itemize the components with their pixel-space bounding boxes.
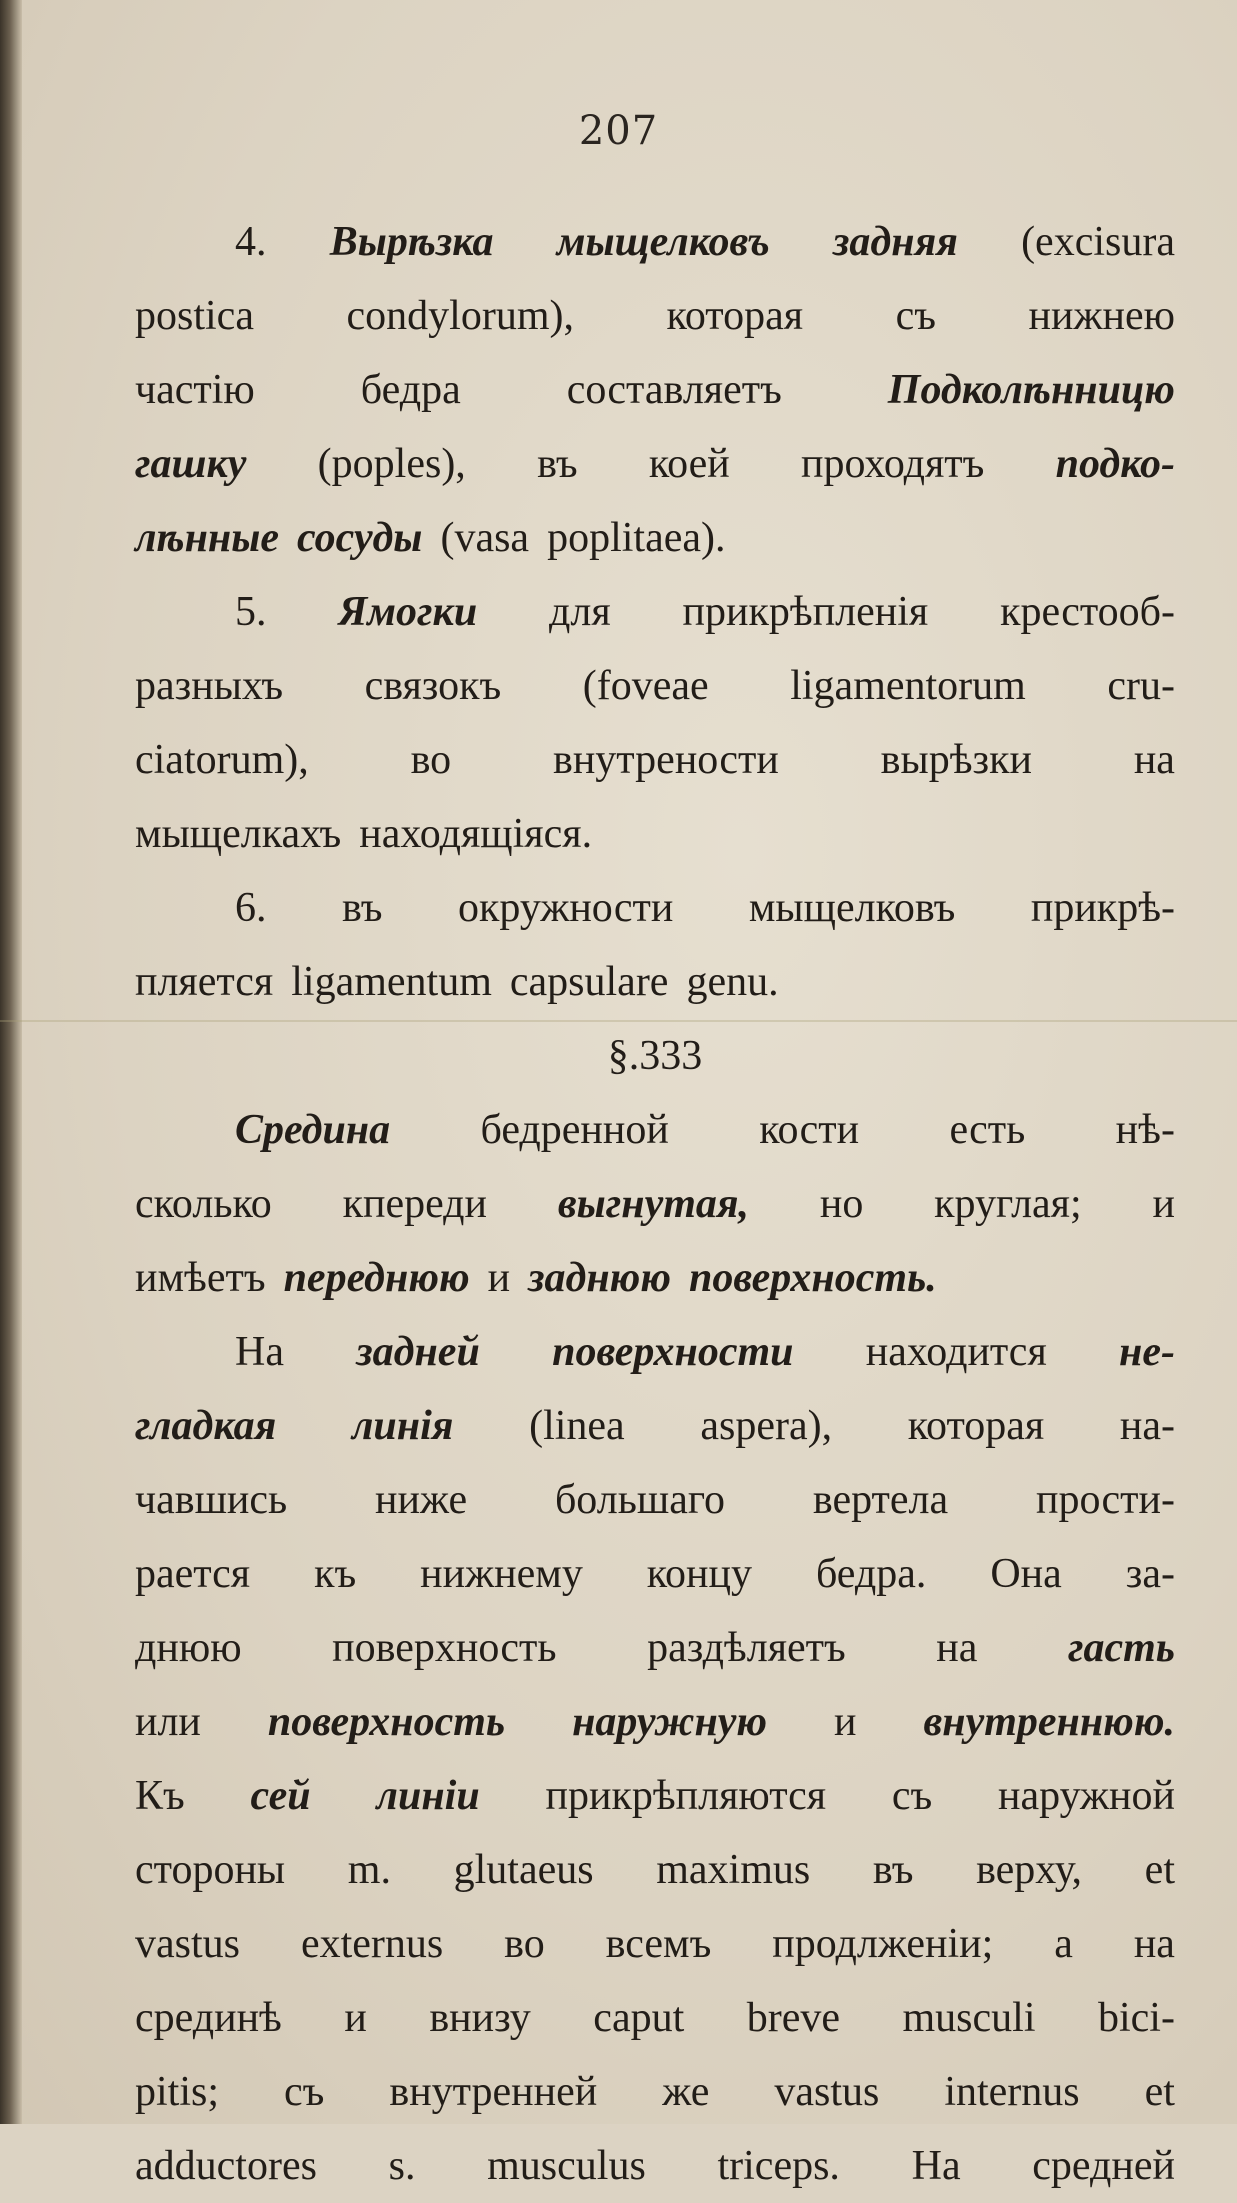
- section-heading: [135, 1019, 1175, 1093]
- word: condylorum),: [346, 293, 574, 339]
- emphasis-word: выгнутая,: [557, 1181, 750, 1227]
- word: съ: [895, 293, 936, 339]
- emphasis-word: гашку: [135, 441, 247, 487]
- word: а: [1054, 1921, 1073, 1967]
- emphasis-word: Вырѣзка: [329, 219, 494, 265]
- word: для: [549, 589, 611, 635]
- emphasis-word: сосуды: [297, 515, 423, 561]
- word: внутренней: [389, 2069, 598, 2115]
- word: musculus: [487, 2143, 646, 2189]
- word: на: [936, 1625, 978, 1671]
- emphasis-word: переднюю: [283, 1255, 470, 1301]
- word: cru-: [1107, 663, 1175, 709]
- word: рается: [135, 1551, 251, 1597]
- word: vastus: [774, 2069, 880, 2115]
- emphasis-word: мыщелковъ: [556, 219, 770, 265]
- emphasis-word: гасть: [1067, 1625, 1175, 1671]
- line-02: [135, 279, 1175, 353]
- word: (poples),: [317, 441, 466, 487]
- line-19: [135, 1611, 1175, 1685]
- word: или: [135, 1699, 201, 1745]
- emphasis-word: подко-: [1055, 441, 1175, 487]
- word: раздѣляетъ: [647, 1625, 846, 1671]
- word: въ: [537, 441, 578, 487]
- line-01: [135, 205, 1175, 279]
- word: коей: [648, 441, 730, 487]
- line-05: [135, 501, 1175, 575]
- word: и: [1152, 1181, 1175, 1227]
- word: externus: [300, 1921, 444, 1967]
- word: находится: [865, 1329, 1047, 1375]
- word: и: [344, 1995, 367, 2041]
- word: внизу: [429, 1995, 531, 2041]
- word: мыщелкахъ: [135, 811, 342, 857]
- word: На: [911, 2143, 961, 2189]
- word: чавшись: [135, 1477, 288, 1523]
- word: (vasa: [440, 515, 530, 561]
- word: бедра.: [815, 1551, 927, 1597]
- word: всемъ: [605, 1921, 712, 1967]
- emphasis-word: сей: [250, 1773, 311, 1819]
- word: 4.: [235, 219, 267, 265]
- word: верху,: [976, 1847, 1083, 1893]
- word: ниже: [375, 1477, 468, 1523]
- word: musculi: [902, 1995, 1036, 2041]
- emphasis-word: не-: [1119, 1329, 1175, 1375]
- word: прикрѣпляются: [545, 1773, 827, 1819]
- word: (foveae: [582, 663, 709, 709]
- word: capsulare: [509, 959, 669, 1005]
- emphasis-word: поверхность.: [689, 1255, 937, 1301]
- word: же: [662, 2069, 710, 2115]
- word: internus: [944, 2069, 1080, 2115]
- word: днюю: [135, 1625, 242, 1671]
- word: На: [235, 1329, 284, 1375]
- emphasis-word: наружную: [572, 1699, 768, 1745]
- word: вырѣзки: [880, 737, 1032, 783]
- emphasis-word: поверхности: [552, 1329, 794, 1375]
- word: (linea: [529, 1403, 625, 1449]
- word: maximus: [656, 1847, 811, 1893]
- emphasis-word: Ямогки: [338, 589, 478, 635]
- word: m.: [347, 1847, 391, 1893]
- word: нижнею: [1028, 293, 1175, 339]
- word: нѣ-: [1115, 1107, 1175, 1153]
- word: pitis;: [135, 2069, 220, 2115]
- word: сколько: [135, 1181, 272, 1227]
- emphasis-word: заднюю: [528, 1255, 671, 1301]
- word: et: [1144, 2069, 1175, 2115]
- word: имѣетъ: [135, 1255, 266, 1301]
- word: ciatorum),: [135, 737, 309, 783]
- line-21: [135, 1759, 1175, 1833]
- line-26: [135, 2129, 1175, 2203]
- word: съ: [891, 1773, 933, 1819]
- word: 333: [639, 1033, 703, 1079]
- word: въ: [872, 1847, 914, 1893]
- word: и: [487, 1255, 511, 1301]
- emphasis-word: лѣнные: [135, 515, 279, 561]
- word: нижнему: [420, 1551, 583, 1597]
- word: на-: [1119, 1403, 1175, 1449]
- line-04: [135, 427, 1175, 501]
- word: triceps.: [717, 2143, 840, 2189]
- word: 5.: [235, 589, 267, 635]
- word: поверхность: [332, 1625, 557, 1671]
- word: poplitaea).: [547, 515, 726, 561]
- word: Она: [990, 1551, 1062, 1597]
- word: съ: [284, 2069, 325, 2115]
- word: разныхъ: [135, 663, 284, 709]
- word: средней: [1032, 2143, 1175, 2189]
- word: bici-: [1097, 1995, 1175, 2041]
- word: пляется: [135, 959, 274, 1005]
- word: но: [819, 1181, 864, 1227]
- line-17: [135, 1463, 1175, 1537]
- word: genu.: [686, 959, 779, 1005]
- line-25: [135, 2055, 1175, 2129]
- line-16: [135, 1389, 1175, 1463]
- word: есть: [949, 1107, 1026, 1153]
- word: продлженіи;: [772, 1921, 994, 1967]
- line-12: [135, 1093, 1175, 1167]
- word: мыщелковъ: [748, 885, 956, 931]
- word: ligamentum: [291, 959, 492, 1005]
- word: къ: [314, 1551, 357, 1597]
- line-09: [135, 797, 1175, 871]
- line-14: [135, 1241, 1175, 1315]
- word: круглая;: [934, 1181, 1082, 1227]
- emphasis-word: гладкая: [135, 1403, 277, 1449]
- word: связокъ: [364, 663, 502, 709]
- emphasis-word: Подколѣнницю: [887, 367, 1175, 413]
- line-11: [135, 945, 1175, 1019]
- emphasis-word: внутреннюю.: [923, 1699, 1175, 1745]
- word: кости: [759, 1107, 860, 1153]
- word: прости-: [1035, 1477, 1175, 1523]
- word: находящіяся.: [359, 811, 593, 857]
- word: во: [504, 1921, 545, 1967]
- line-23: [135, 1907, 1175, 1981]
- emphasis-word: Средина: [235, 1107, 391, 1153]
- line-06: [135, 575, 1175, 649]
- word: на: [1133, 737, 1175, 783]
- word: наружной: [998, 1773, 1175, 1819]
- word: aspera),: [700, 1403, 833, 1449]
- emphasis-word: линіи: [376, 1773, 480, 1819]
- word: (excisura: [1021, 219, 1175, 265]
- word: стороны: [135, 1847, 286, 1893]
- body-text: [135, 205, 1175, 2203]
- word: составляетъ: [566, 367, 782, 413]
- word: §.: [607, 1033, 640, 1079]
- page-number: 207: [578, 108, 659, 154]
- word: крестооб-: [1000, 589, 1175, 635]
- word: за-: [1125, 1551, 1175, 1597]
- word: которая: [907, 1403, 1045, 1449]
- line-22: [135, 1833, 1175, 1907]
- word: частію: [135, 367, 255, 413]
- word: postica: [135, 293, 254, 339]
- book-gutter-shadow: [0, 0, 22, 2124]
- line-15: [135, 1315, 1175, 1389]
- word: вертела: [812, 1477, 949, 1523]
- word: прикрѣпленія: [682, 589, 929, 635]
- emphasis-word: задняя: [833, 219, 958, 265]
- word: проходятъ: [800, 441, 985, 487]
- word: adductores: [135, 2143, 317, 2189]
- word: концу: [646, 1551, 753, 1597]
- word: окружности: [458, 885, 674, 931]
- line-24: [135, 1981, 1175, 2055]
- word: glutaeus: [453, 1847, 594, 1893]
- line-20: [135, 1685, 1175, 1759]
- word: внутрености: [553, 737, 779, 783]
- line-10: [135, 871, 1175, 945]
- word: въ: [342, 885, 383, 931]
- line-08: [135, 723, 1175, 797]
- word: Къ: [135, 1773, 185, 1819]
- word: на: [1133, 1921, 1175, 1967]
- line-18: [135, 1537, 1175, 1611]
- emphasis-word: линія: [351, 1403, 454, 1449]
- word: breve: [746, 1995, 841, 2041]
- word: caput: [593, 1995, 685, 2041]
- word: срединѣ: [135, 1995, 282, 2041]
- word: et: [1144, 1847, 1175, 1893]
- word: бедра: [360, 367, 461, 413]
- word: бедренной: [480, 1107, 669, 1153]
- line-13: [135, 1167, 1175, 1241]
- word: vastus: [135, 1921, 240, 1967]
- line-07: [135, 649, 1175, 723]
- word: которая: [666, 293, 804, 339]
- word: кпереди: [342, 1181, 488, 1227]
- line-03: [135, 353, 1175, 427]
- word: 6.: [235, 885, 267, 931]
- word: большаго: [554, 1477, 726, 1523]
- word: и: [834, 1699, 857, 1745]
- emphasis-word: задней: [356, 1329, 480, 1375]
- word: ligamentorum: [790, 663, 1026, 709]
- word: прикрѣ-: [1030, 885, 1175, 931]
- word: s.: [388, 2143, 416, 2189]
- word: во: [410, 737, 452, 783]
- emphasis-word: поверхность: [267, 1699, 506, 1745]
